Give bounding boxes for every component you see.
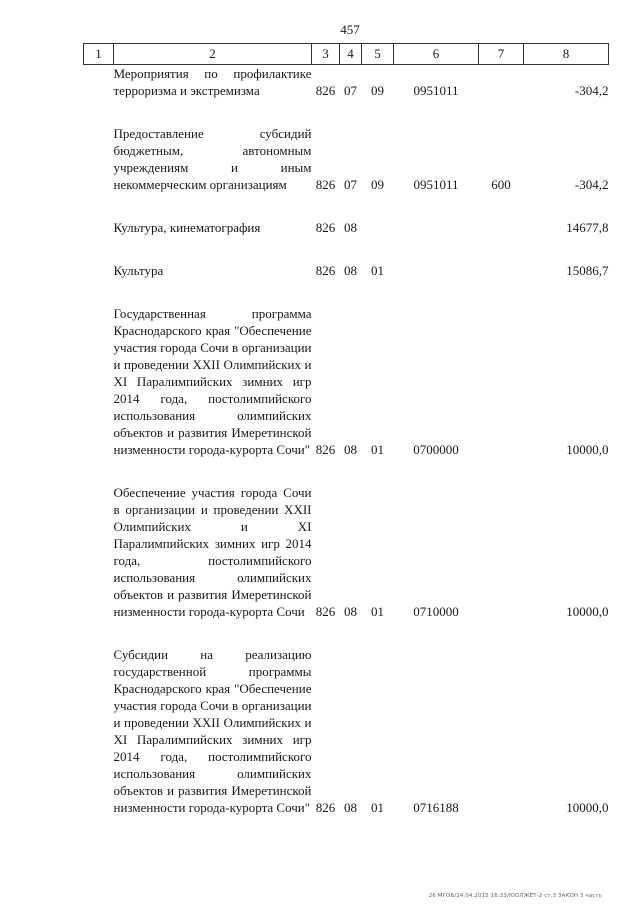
row-spacer: [84, 193, 609, 219]
table-row: [84, 65, 609, 100]
row-admin-code: 826: [315, 800, 336, 815]
row-expense-type: 600: [491, 177, 511, 192]
row-expense-type: [479, 646, 524, 816]
row-section-code: 08: [344, 220, 357, 235]
row-section-code: 08: [344, 604, 357, 619]
row-number-cell: [84, 484, 114, 620]
row-spacer: [84, 99, 609, 125]
table-row: [84, 484, 609, 620]
budget-table: [83, 43, 609, 816]
column-header: 1: [84, 44, 114, 65]
row-section-code: 08: [344, 800, 357, 815]
document-footer: 26 МГОБ/24.04.2015 16:33/ЮОЛЖЕТ-2 ст.3 ЗАКОН 3 часть: [428, 893, 602, 899]
row-expense-type: [479, 65, 524, 100]
row-name: Культура: [113, 263, 164, 278]
row-subsection-code: [362, 219, 394, 236]
row-spacer: [84, 279, 609, 305]
spacer-cell: [84, 193, 609, 219]
row-amount: 15086,7: [566, 263, 609, 278]
table-header-row: [84, 44, 609, 65]
table-row: [84, 646, 609, 816]
row-admin-code: 826: [315, 442, 336, 457]
row-expense-type: [479, 262, 524, 279]
row-admin-code: 826: [315, 263, 336, 278]
row-target-code: [394, 219, 479, 236]
row-name: Культура, кинематография: [113, 220, 261, 235]
row-name: Субсидии на реализацию государственной программы Краснодарского края "Обеспечение участия города Сочи в организации и проведении XXII Олимпийских и XI Паралимпийских зимних игр 2014 года, постолимпийского использования олимпийских объектов и развития Имеретинской низменности города-курорта Сочи": [113, 647, 312, 815]
row-expense-type: [479, 219, 524, 236]
column-header: 7: [479, 44, 524, 65]
column-header: 4: [340, 44, 362, 65]
row-section-code: 08: [344, 442, 357, 457]
row-admin-code: 826: [315, 220, 336, 235]
row-number-cell: [84, 219, 114, 236]
table-row: [84, 219, 609, 236]
row-number-cell: [84, 125, 114, 193]
row-name: Предоставление субсидий бюджетным, автономным учреждениям и иным некоммерческим организациям: [113, 126, 312, 192]
row-target-code: 0951011: [413, 177, 459, 192]
column-header: 5: [362, 44, 394, 65]
table-row: [84, 125, 609, 193]
row-amount: 10000,0: [566, 442, 609, 457]
table-row: [84, 262, 609, 279]
page-number: 457: [340, 22, 360, 37]
row-name: Государственная программа Краснодарского края "Обеспечение участия города Сочи в организации и проведении XXII Олимпийских и XI Паралимпийских зимних игр 2014 года, постолимпийского использования олимпийских объектов и развития Имеретинской низменности города-курорта Сочи": [113, 306, 312, 457]
row-admin-code: 826: [315, 83, 336, 98]
row-admin-code: 826: [315, 177, 336, 192]
row-target-code: [394, 262, 479, 279]
row-subsection-code: 01: [371, 604, 384, 619]
row-section-code: 07: [344, 177, 357, 192]
row-spacer: [84, 236, 609, 262]
spacer-cell: [84, 620, 609, 646]
row-amount: 14677,8: [566, 220, 609, 235]
row-number-cell: [84, 646, 114, 816]
row-number-cell: [84, 65, 114, 100]
column-header: 3: [312, 44, 340, 65]
spacer-cell: [84, 458, 609, 484]
row-subsection-code: 09: [371, 177, 384, 192]
row-amount: 10000,0: [566, 800, 609, 815]
column-header: 8: [524, 44, 609, 65]
row-spacer: [84, 620, 609, 646]
row-admin-code: 826: [315, 604, 336, 619]
row-subsection-code: 01: [371, 263, 384, 278]
table-row: [84, 305, 609, 458]
row-expense-type: [479, 484, 524, 620]
row-amount: -304,2: [574, 83, 609, 98]
spacer-cell: [84, 99, 609, 125]
spacer-cell: [84, 279, 609, 305]
row-section-code: 07: [344, 83, 357, 98]
row-number-cell: [84, 305, 114, 458]
row-amount: 10000,0: [566, 604, 609, 619]
column-header: 6: [394, 44, 479, 65]
row-target-code: 0951011: [413, 83, 459, 98]
row-number-cell: [84, 262, 114, 279]
column-header: 2: [114, 44, 312, 65]
row-expense-type: [479, 305, 524, 458]
spacer-cell: [84, 236, 609, 262]
row-target-code: 0700000: [413, 442, 459, 457]
row-subsection-code: 01: [371, 442, 384, 457]
row-target-code: 0716188: [413, 800, 459, 815]
row-subsection-code: 01: [371, 800, 384, 815]
row-section-code: 08: [344, 263, 357, 278]
row-amount: -304,2: [574, 177, 609, 192]
row-name: Обеспечение участия города Сочи в организации и проведении XXII Олимпийских и XI Паралимпийских зимних игр 2014 года, постолимпийского использования олимпийских объектов и развития Имеретинской низменности города-курорта Сочи: [113, 485, 312, 619]
row-subsection-code: 09: [371, 83, 384, 98]
row-spacer: [84, 458, 609, 484]
row-name: Мероприятия по профилактике терроризма и экстремизма: [113, 66, 312, 98]
row-target-code: 0710000: [413, 604, 459, 619]
